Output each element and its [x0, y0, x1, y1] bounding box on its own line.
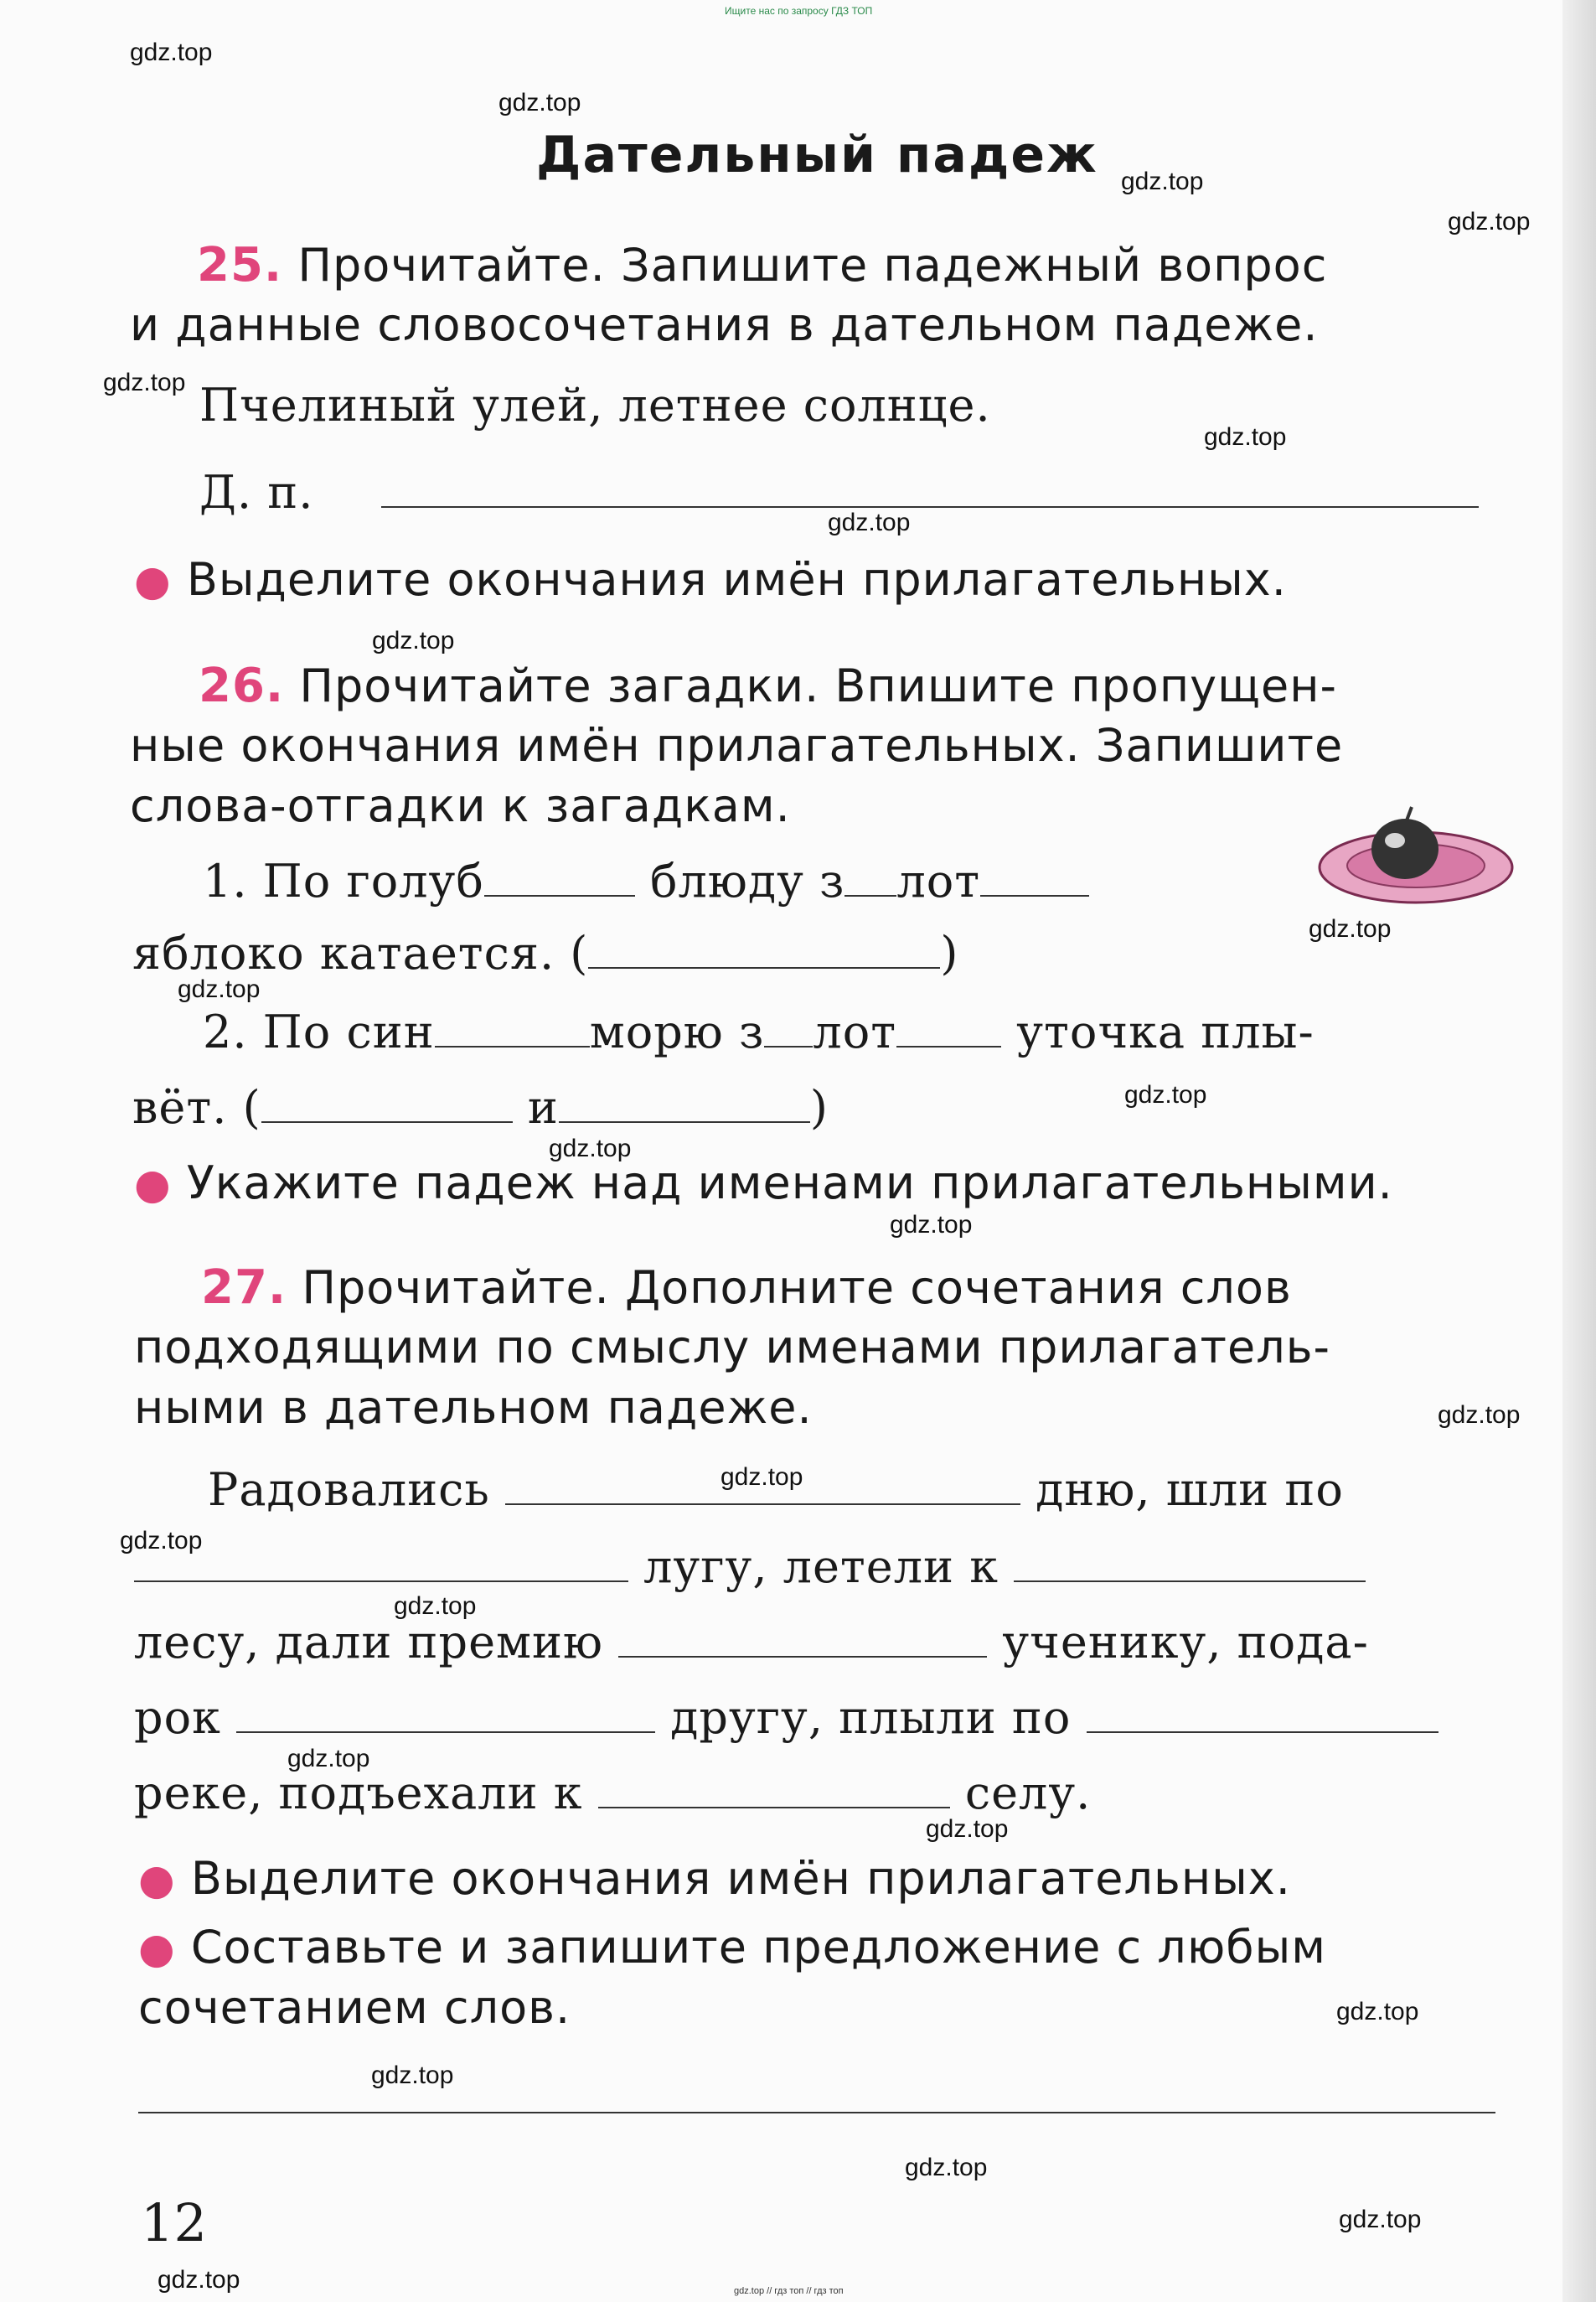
- watermark: gdz.top: [371, 2061, 454, 2089]
- watermark: gdz.top: [1336, 1998, 1419, 2025]
- watermark: gdz.top: [178, 975, 261, 1003]
- page-title: Дательный падеж: [536, 126, 1098, 184]
- watermark: gdz.top: [905, 2154, 988, 2181]
- watermark: gdz.top: [120, 1527, 203, 1554]
- ex27-task2-cont: сочетанием слов.: [138, 1981, 571, 2034]
- bullet-icon: ●: [134, 1160, 172, 1208]
- ex27-text-line2: лугу, летели к: [134, 1540, 1366, 1593]
- blank-field[interactable]: [980, 858, 1089, 897]
- ex27-text-line1: Радовались дню, шли по: [208, 1463, 1344, 1516]
- watermark: gdz.top: [926, 1815, 1009, 1843]
- answer-field[interactable]: [261, 1084, 513, 1123]
- watermark: gdz.top: [1309, 915, 1392, 943]
- ex25-task: ● Выделите окончания имён прилагательных.: [134, 553, 1287, 606]
- bullet-icon: ●: [138, 1855, 176, 1904]
- page-number: 12: [141, 2192, 207, 2253]
- answer-field[interactable]: [134, 1544, 628, 1582]
- answer-field[interactable]: [618, 1619, 987, 1658]
- answer-field[interactable]: [236, 1694, 655, 1733]
- watermark: gdz.top: [498, 89, 581, 116]
- watermark: gdz.top: [103, 369, 186, 396]
- bullet-icon: ●: [134, 556, 172, 605]
- ex26-riddle1-line1: 1. По голуб блюду з лот: [203, 855, 1089, 908]
- blank-field[interactable]: [896, 1009, 1001, 1048]
- ex27-line3: ными в дательном падеже.: [134, 1381, 813, 1434]
- watermark: gdz.top: [394, 1592, 477, 1620]
- ex26-riddle1-line2: яблоко катается. ( ): [132, 927, 959, 980]
- bullet-icon: ●: [138, 1924, 176, 1973]
- ex25-line2: и данные словосочетания в дательном падеже.: [130, 298, 1319, 351]
- ex27-line1: 27. Прочитайте. Дополните сочетания слов: [201, 1260, 1292, 1315]
- ex27-text-line5: реке, подъехали к селу.: [134, 1767, 1092, 1819]
- watermark: gdz.top: [1204, 423, 1287, 451]
- page-edge-shadow: [1562, 0, 1596, 2302]
- ex26-number: 26.: [199, 659, 285, 713]
- watermark: gdz.top: [549, 1135, 632, 1162]
- watermark: gdz.top: [1448, 208, 1531, 235]
- answer-field[interactable]: [598, 1770, 950, 1808]
- ex25-text1: Прочитайте. Запишите падежный вопрос: [297, 239, 1328, 292]
- watermark: gdz.top: [1339, 2206, 1422, 2233]
- ex26-line1: 26. Прочитайте загадки. Впишите пропущен-: [199, 659, 1337, 713]
- answer-field[interactable]: [1014, 1544, 1366, 1582]
- blank-field[interactable]: [435, 1009, 590, 1048]
- ex25-phrase: Пчелиный улей, летнее солнце.: [199, 379, 991, 432]
- answer-field[interactable]: [505, 1467, 1020, 1505]
- answer-field[interactable]: [559, 1084, 810, 1123]
- blank-field[interactable]: [764, 1009, 813, 1048]
- ex26-task: ● Укажите падеж над именами прилагательными.: [134, 1156, 1393, 1209]
- ex26-riddle2-line2: вёт. ( и ): [132, 1081, 829, 1134]
- watermark: gdz.top: [1438, 1401, 1521, 1429]
- answer-field[interactable]: [588, 930, 940, 969]
- top-note: Ищите нас по запросу ГДЗ ТОП: [725, 5, 873, 17]
- watermark: gdz.top: [721, 1463, 803, 1491]
- ex27-task2: ● Составьте и запишите предложение с любым: [138, 1921, 1326, 1974]
- bottom-note: gdz.top // гдз топ // гдз топ: [734, 2286, 844, 2296]
- watermark: gdz.top: [130, 39, 213, 66]
- ex27-answer-line[interactable]: [138, 2112, 1495, 2113]
- ex26-line2: ные окончания имён прилагательных. Запишите: [130, 719, 1344, 772]
- ex26-riddle2-line1: 2. По син морю з лот уточка плы-: [203, 1006, 1315, 1058]
- watermark: gdz.top: [890, 1211, 973, 1239]
- watermark: gdz.top: [828, 509, 911, 536]
- ex27-text-line4: рок другу, плыли по: [134, 1691, 1438, 1744]
- watermark: gdz.top: [372, 627, 455, 654]
- answer-field[interactable]: [1087, 1694, 1438, 1733]
- plate-with-apple-icon: [1311, 792, 1521, 909]
- ex26-line3: слова-отгадки к загадкам.: [130, 779, 791, 832]
- blank-field[interactable]: [484, 858, 635, 897]
- ex27-line2: подходящими по смыслу именами прилагатель-: [134, 1321, 1331, 1373]
- blank-field[interactable]: [844, 858, 896, 897]
- ex25-answer-line[interactable]: [381, 506, 1479, 508]
- watermark: gdz.top: [1121, 168, 1204, 195]
- ex25-line1: [197, 238, 1327, 292]
- ex27-text-line3: лесу, дали премию ученику, пода-: [134, 1616, 1369, 1668]
- watermark: gdz.top: [158, 2266, 240, 2294]
- watermark: gdz.top: [1124, 1081, 1207, 1109]
- ex25-number: 25.: [197, 238, 283, 292]
- ex25-case-label: Д. п.: [199, 466, 314, 519]
- ex27-number: 27.: [201, 1260, 287, 1315]
- watermark: gdz.top: [287, 1745, 370, 1772]
- ex27-task1: ● Выделите окончания имён прилагательных.: [138, 1852, 1291, 1905]
